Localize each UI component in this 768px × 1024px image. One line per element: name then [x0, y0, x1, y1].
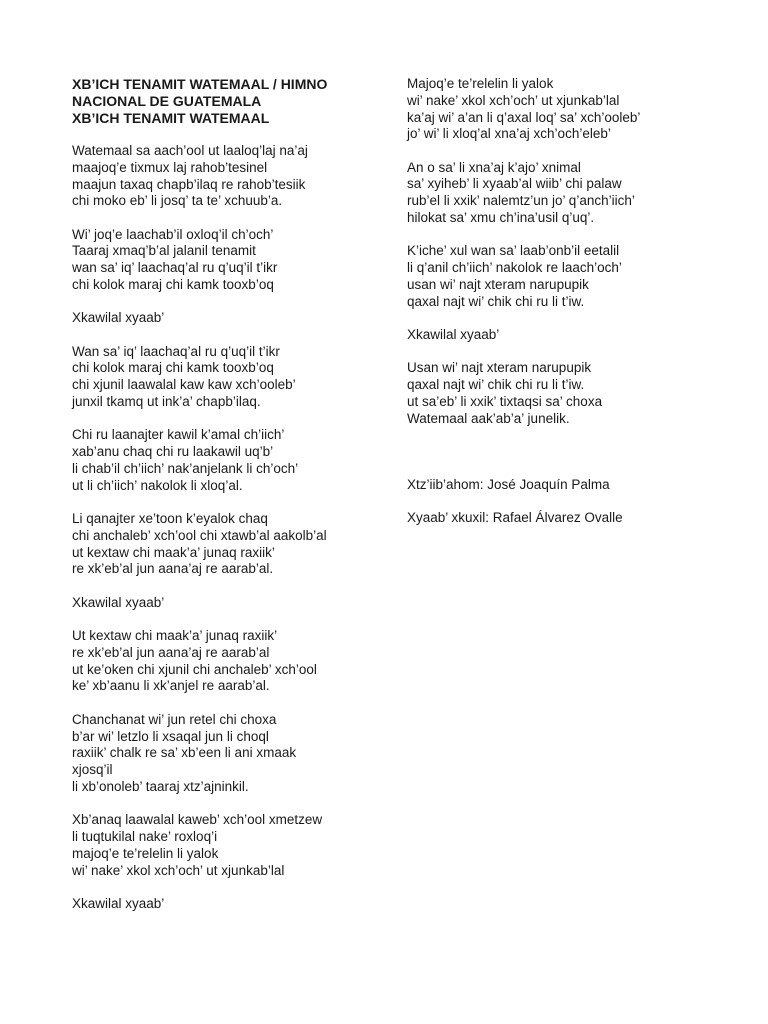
verse-line: Wan sa’ iq’ laachaq’al ru q’uq’il t’ikr — [72, 343, 280, 359]
verse-line: Li qanajter xe’toon k’eyalok chaq — [72, 511, 268, 527]
verse-line: wi’ nake’ xkol xch’och’ ut xjunkab’lal — [72, 862, 285, 878]
stanza — [407, 327, 737, 344]
verse-line: junxil tkamq ut ink’a’ chapb’ilaq. — [72, 394, 261, 410]
verse-line: hilokat sa’ xmu ch’ina’usil q’uq’. — [407, 210, 595, 226]
anthem-title — [72, 76, 372, 127]
verse-line: rub’el li xxik’ nalemtz’un jo’ q’anch’iich’ — [407, 193, 635, 209]
left-column — [72, 76, 372, 929]
stanza — [407, 76, 737, 143]
verse-line: chi moko eb’ li josq’ ta te’ xchuub’a. — [72, 193, 283, 209]
title-line: NACIONAL DE GUATEMALA — [72, 93, 262, 109]
verse-line: qaxal najt wi’ chik chi ru li t’iw. — [407, 377, 585, 393]
verse-line: majoq’e te’relelin li yalok — [72, 845, 219, 861]
verse-line: re xk’eb’al jun aana’aj re aarab’al — [72, 644, 270, 660]
verse-line: maajoq’e tixmux laj rahob’tesinel — [72, 159, 268, 175]
verse-line: Xkawilal xyaab’ — [407, 327, 500, 343]
left-stanzas — [72, 143, 372, 913]
verse-line: Xkawilal xyaab’ — [72, 310, 165, 326]
verse-line: xab’anu chaq chi ru laakawil uq’b’ — [72, 444, 274, 460]
verse-line: ut li ch’iich’ nakolok li xloq’al. — [72, 477, 243, 493]
stanza — [407, 243, 737, 310]
verse-line: Usan wi’ najt xteram narupupik — [407, 360, 592, 376]
verse-line: Ut kextaw chi maak’a’ junaq raxiik’ — [72, 628, 278, 644]
stanza — [72, 143, 372, 210]
verse-line: Xkawilal xyaab’ — [72, 594, 165, 610]
verse-line: li xb’onoleb’ taaraj xtz’ajninkil. — [72, 778, 249, 794]
verse-line: Taaraj xmaq’b’al jalanil tenamit — [72, 243, 256, 259]
stanza — [72, 896, 372, 913]
stanza — [72, 812, 372, 879]
verse-line: chi xjunil laawalal kaw kaw xch’ooleb’ — [72, 377, 296, 393]
verse-line: Majoq’e te’relelin li yalok — [407, 76, 554, 91]
verse-line: maajun taxaq chapb’ilaq re rahob’tesiik — [72, 176, 306, 192]
stanza — [72, 310, 372, 327]
verse-line: ka’aj wi’ a’an li q’axal loq’ sa’ xch’ooleb’ — [407, 109, 641, 125]
verse-line: chi kolok maraj chi kamk tooxb’oq — [72, 360, 274, 376]
verse-line: qaxal najt wi’ chik chi ru li t’iw. — [407, 293, 585, 309]
verse-line: Xb’anaq laawalal kaweb’ xch’ool xmetzew — [72, 812, 323, 828]
verse-line: re xk’eb’al jun aana’aj re aarab’al. — [72, 561, 274, 577]
verse-line: Chi ru laanajter kawil k’amal ch’iich’ — [72, 427, 285, 443]
verse-line: jo’ wi’ li xloq’al xna’aj xch’och’eleb’ — [407, 126, 611, 142]
verse-line: chi kolok maraj chi kamk tooxb’oq — [72, 277, 274, 293]
stanza — [72, 427, 372, 494]
verse-line: ut kextaw chi maak’a’ junaq raxiik’ — [72, 544, 275, 560]
right-stanzas — [407, 76, 737, 428]
stanza — [407, 160, 737, 227]
stanza — [72, 712, 372, 796]
verse-line: ke’ xb’aanu li xk’anjel re aarab’al. — [72, 678, 270, 694]
verse-line: xjosq’il — [72, 762, 113, 778]
stanza — [72, 628, 372, 695]
author-credit: Xtz’iib’ahom: José Joaquín Palma — [407, 477, 610, 493]
verse-line: Wi’ joq’e laachab’il oxloq’il ch’och’ — [72, 226, 274, 242]
verse-line: wan sa’ iq’ laachaq’al ru q’uq’il t’ikr — [72, 260, 278, 276]
stanza — [407, 360, 737, 427]
spacer — [407, 444, 737, 477]
verse-line: li q’anil ch’iich’ nakolok re laach’och’ — [407, 260, 622, 276]
verse-line: raxiik’ chalk re sa’ xb’een li ani xmaak — [72, 745, 297, 761]
verse-line: An o sa’ li xna’aj k’ajo’ xnimal — [407, 159, 581, 175]
verse-line: usan wi’ najt xteram narupupik — [407, 276, 589, 292]
verse-line: ut sa’eb’ li xxik’ tixtaqsi sa’ choxa — [407, 393, 603, 409]
stanza — [72, 227, 372, 294]
title-line: XB’ICH TENAMIT WATEMAAL — [72, 110, 270, 126]
verse-line: li tuqtukilal nake’ roxloq’i — [72, 829, 218, 844]
verse-line: Xkawilal xyaab’ — [72, 895, 165, 911]
title-line: XB’ICH TENAMIT WATEMAAL / HIMNO — [72, 76, 328, 92]
composer-credit: Xyaab’ xkuxil: Rafael Álvarez Ovalle — [407, 510, 623, 526]
verse-line: li chab’il ch’iich’ nak’anjelank li ch’och’ — [72, 460, 299, 476]
stanza — [72, 344, 372, 411]
verse-line: wi’ nake’ xkol xch’och’ ut xjunkab’lal — [407, 92, 620, 108]
verse-line: Chanchanat wi’ jun retel chi choxa — [72, 711, 277, 727]
stanza — [72, 595, 372, 612]
verse-line: Watemaal aak’ab’a’ junelik. — [407, 410, 570, 426]
verse-line: b’ar wi’ letzlo li xsaqal jun li choql — [72, 728, 269, 744]
right-column — [407, 76, 737, 544]
verse-line: Watemaal sa aach’ool ut laaloq’laj na’aj — [72, 143, 308, 158]
stanza — [72, 511, 372, 578]
verse-line: chi anchaleb’ xch’ool chi xtawb’al aakolb’al — [72, 527, 327, 543]
verse-line: sa’ xyiheb’ li xyaab’al wiib’ chi palaw — [407, 176, 622, 192]
verse-line: ut ke’oken chi xjunil chi anchaleb’ xch’ool — [72, 661, 317, 677]
verse-line: K’iche’ xul wan sa’ laab’onb’il eetalil — [407, 243, 620, 259]
